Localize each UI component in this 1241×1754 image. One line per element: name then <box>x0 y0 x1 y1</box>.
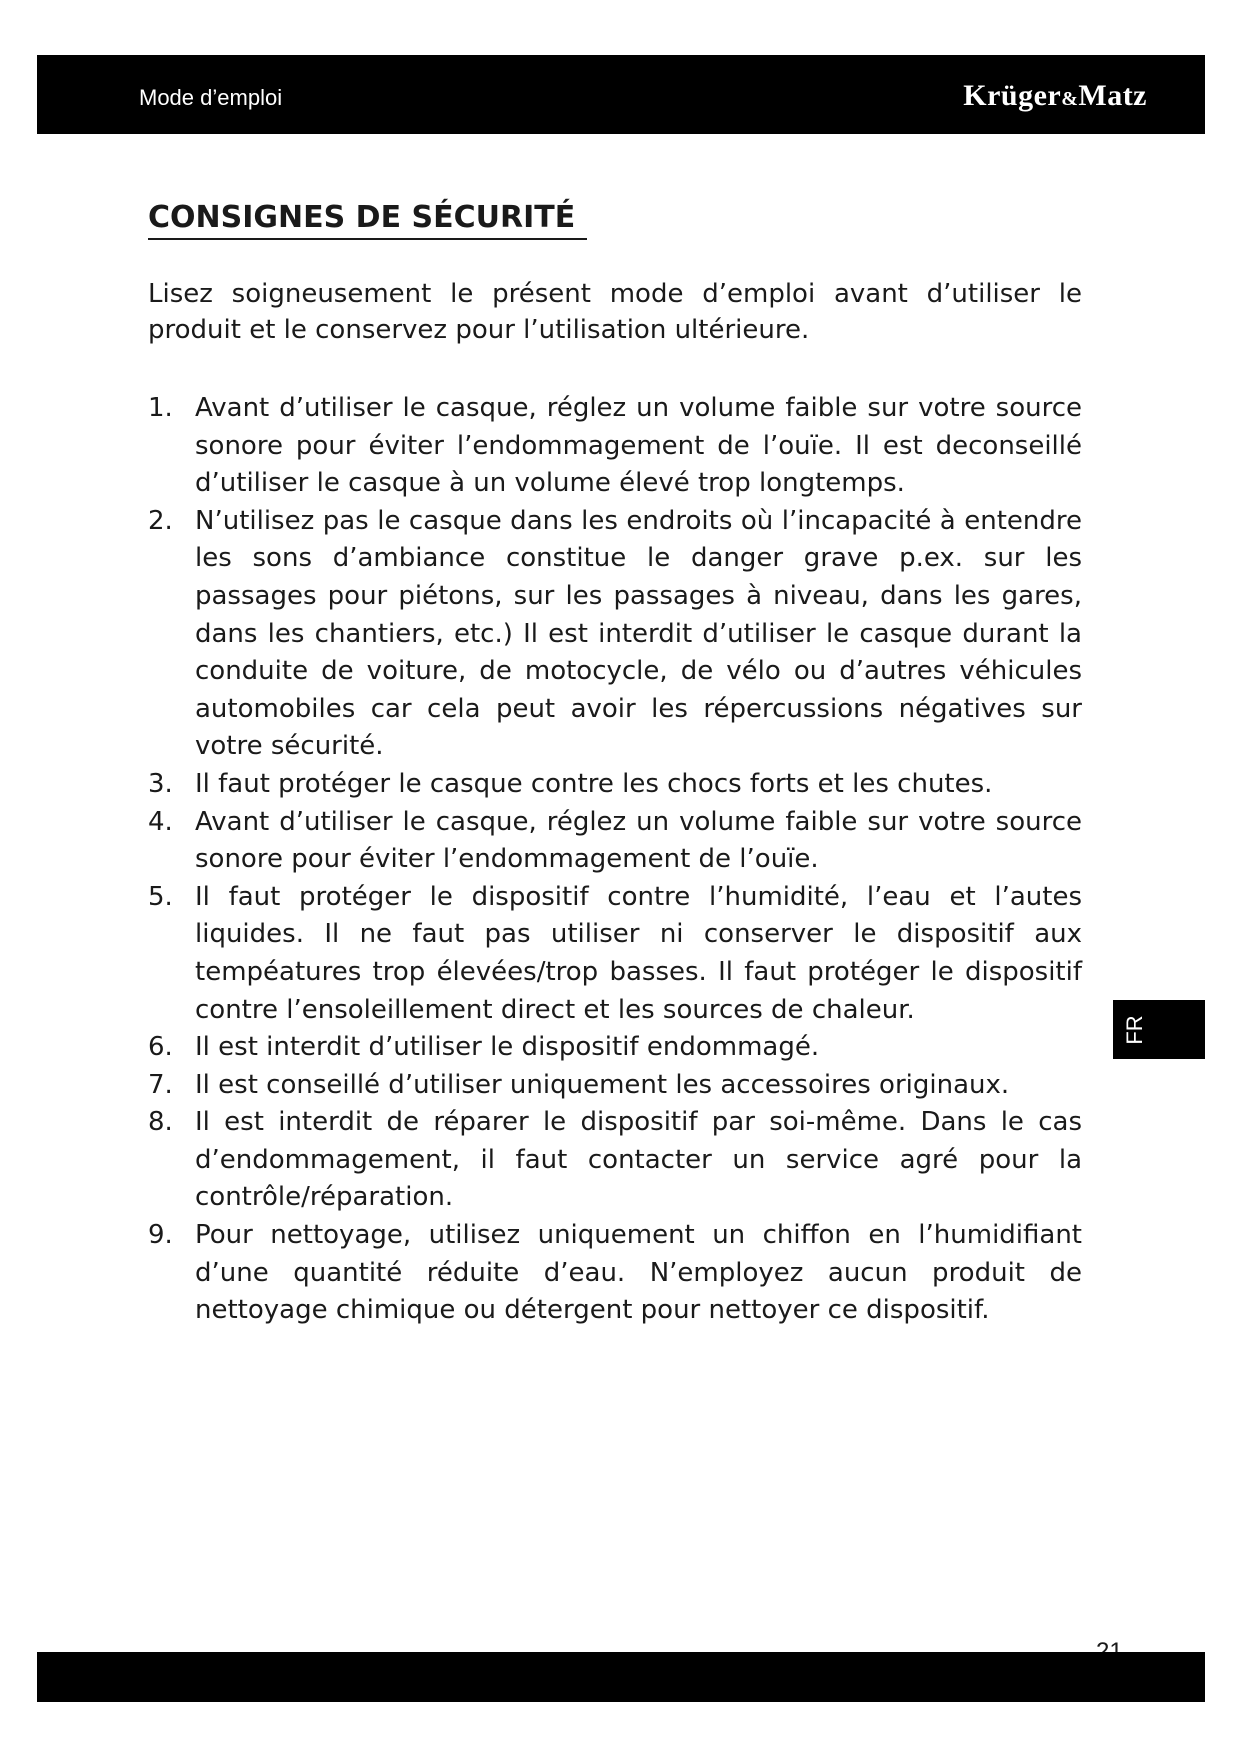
list-item-text: Avant d’utiliser le casque, réglez un volume faible sur votre source sonore pour éviter l’endommagement de l’ouïe. <box>195 806 1082 875</box>
list-item-text: Avant d’utiliser le casque, réglez un volume faible sur votre source sonore pour éviter l’endommagement de l’ouïe. Il est deconseillé d’utiliser le casque à un volume élevé trop longtemps. <box>195 393 1082 499</box>
list-item <box>148 1104 1082 1217</box>
list-item-number: 8. <box>148 1107 173 1138</box>
list-item-text: Il est interdit d’utiliser le dispositif endommagé. <box>195 1032 820 1063</box>
brand-logo <box>963 79 1147 113</box>
list-item-number: 3. <box>148 768 173 799</box>
list-item-number: 9. <box>148 1220 173 1251</box>
brand-logo-tail: Matz <box>1078 79 1147 112</box>
list-item <box>148 503 1082 766</box>
list-item-text: Il faut protéger le casque contre les chocs forts et les chutes. <box>195 768 993 799</box>
list-item <box>148 804 1082 879</box>
list-item <box>148 879 1082 1029</box>
list-item-number: 5. <box>148 881 173 912</box>
list-item-number: 4. <box>148 806 173 837</box>
list-item-text: Il faut protéger le dispositif contre l’humidité, l’eau et l’autes liquides. Il ne faut pas utiliser ni conserver le dispositif aux tempéatures trop élevées/trop basses. Il faut protéger le dispositif contre l’ensoleillement direct et les sources de chaleur. <box>195 881 1082 1025</box>
list-item-number: 2. <box>148 505 173 536</box>
list-item-text: Il est interdit de réparer le dispositif par soi-même. Dans le cas d’endommagement, il faut contacter un service agré pour la contrôle/réparation. <box>195 1107 1082 1213</box>
list-item <box>148 390 1082 503</box>
list-item-text: Pour nettoyage, utilisez uniquement un chiffon en l’humidifiant d’une quantité réduite d’eau. N’employez aucun produit de nettoyage chimique ou détergent pour nettoyer ce dispositif. <box>195 1220 1082 1326</box>
header-bar <box>37 55 1205 134</box>
page-title: CONSIGNES DE SÉCURITÉ <box>148 200 587 240</box>
brand-logo-amp: & <box>1061 88 1079 110</box>
list-item-number: 7. <box>148 1069 173 1100</box>
brand-logo-main: Krüger <box>963 79 1062 112</box>
footer-bar <box>37 1652 1205 1702</box>
main-content <box>148 200 1082 1330</box>
list-item <box>148 1217 1082 1330</box>
manual-label: Mode d’emploi <box>139 85 283 110</box>
language-tab <box>1113 1000 1205 1059</box>
list-item-number: 1. <box>148 393 173 423</box>
intro-paragraph: Lisez soigneusement le présent mode d’emploi avant d’utiliser le produit et le conservez pour l’utilisation ultérieure. <box>148 279 1082 345</box>
language-tab-label: FR <box>1122 1015 1147 1045</box>
list-item-number: 6. <box>148 1032 173 1063</box>
list-item <box>148 766 1082 804</box>
list-item <box>148 1029 1082 1067</box>
list-item <box>148 1067 1082 1105</box>
list-item-text: N’utilisez pas le casque dans les endroits où l’incapacité à entendre les sons d’ambiance constitue le danger grave p.ex. sur les passages pour piétons, sur les passages à niveau, dans les gares, dans les chantiers, etc.) Il est interdit d’utiliser le casque durant la conduite de voiture, de motocycle, de vélo ou d’autres véhicules automobiles car cela peut avoir les répercussions négatives sur votre sécurité. <box>195 505 1082 762</box>
list-item-text: Il est conseillé d’utiliser uniquement les accessoires originaux. <box>195 1069 1010 1100</box>
safety-list <box>148 390 1082 1330</box>
